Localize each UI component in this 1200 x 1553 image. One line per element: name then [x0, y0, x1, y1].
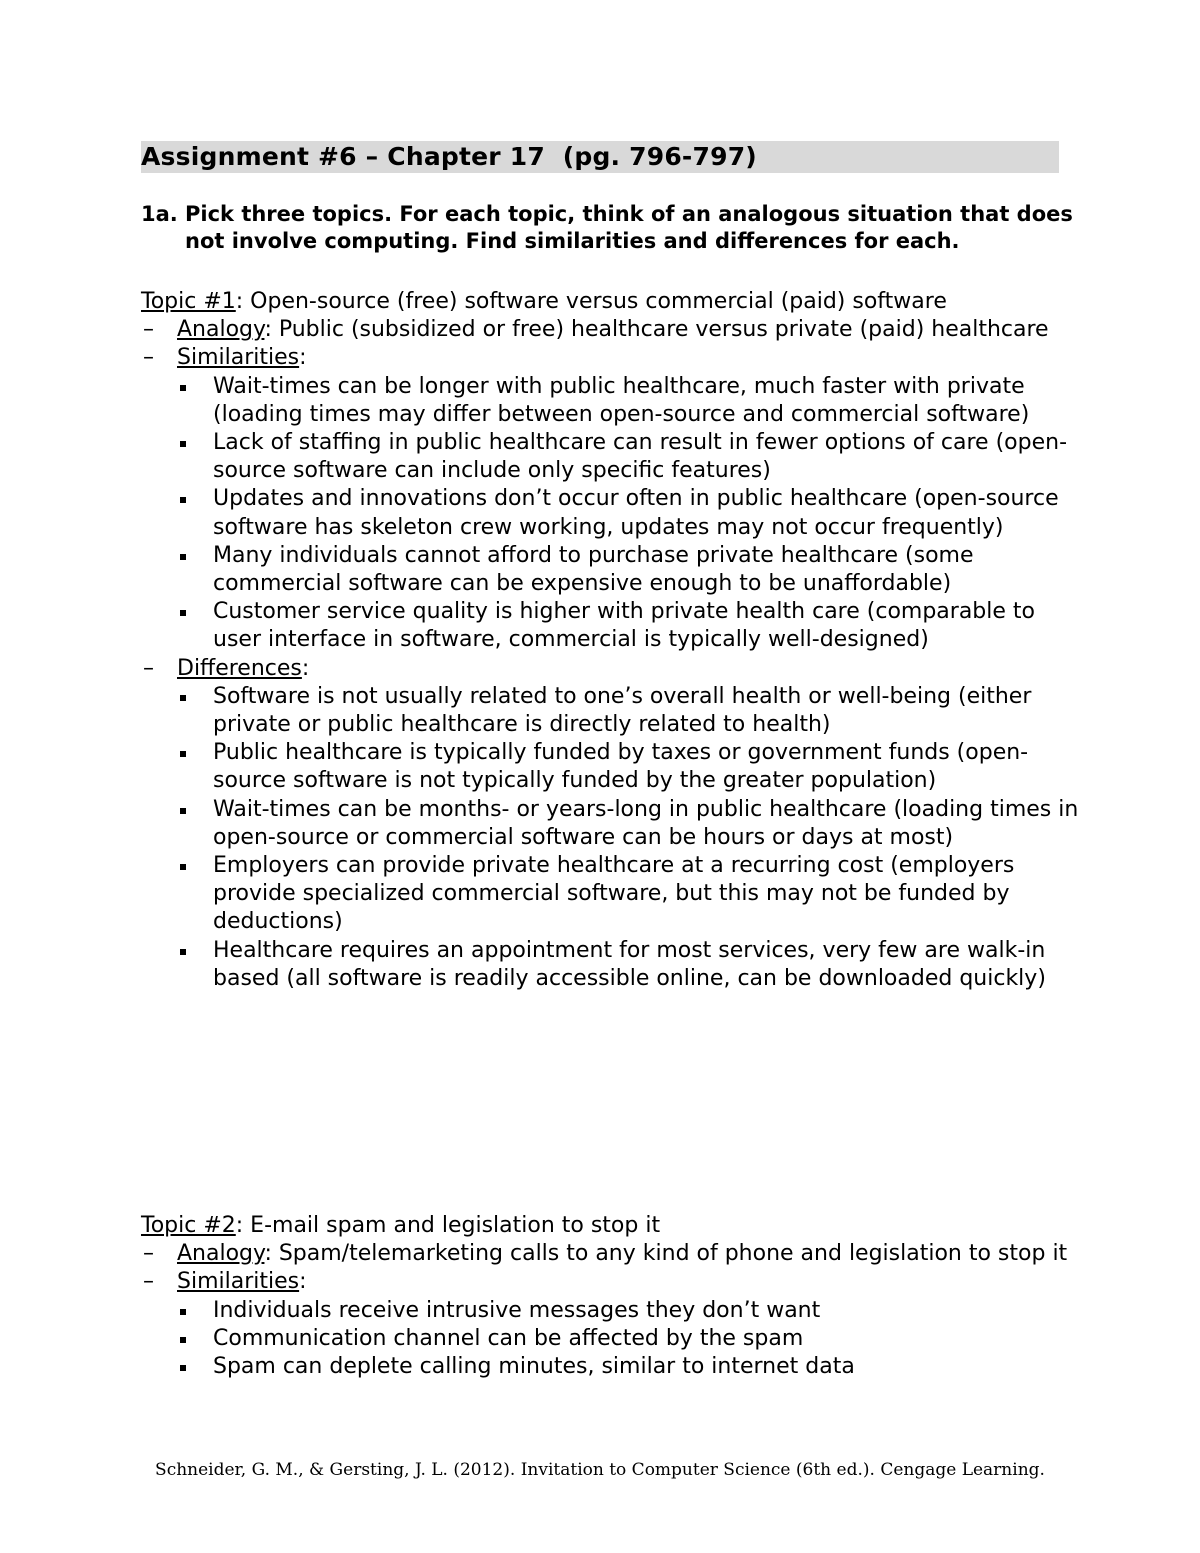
- list-item: Software is not usually related to one’s overall health or well-being (either private or public healthcare is directly related to health): [141, 683, 1081, 739]
- bullet-icon: [180, 1309, 186, 1315]
- bullet-icon: [180, 695, 186, 701]
- analogy-label: Analogy: [177, 1241, 265, 1267]
- similarities-list: [141, 373, 1081, 655]
- list-item: Updates and innovations don’t occur often in public healthcare (open-source software has skeleton crew working, updates may not occur frequently): [141, 485, 1081, 541]
- bullet-icon: [180, 751, 186, 757]
- analogy-text: : Public (subsidized or free) healthcare versus private (paid) healthcare: [264, 317, 1049, 343]
- topic-label: Topic #2: [141, 1213, 236, 1238]
- analogy-item: [141, 1240, 1081, 1268]
- dash-marker: –: [143, 317, 154, 343]
- similarities-list: [141, 1297, 1081, 1382]
- dash-marker: –: [143, 655, 154, 681]
- topic-section: [141, 1212, 1081, 1381]
- list-item: Lack of staffing in public healthcare can result in fewer options of care (open-source software can include only specific features): [141, 429, 1081, 485]
- differences-label: Differences: [177, 655, 302, 681]
- bullet-icon: [180, 864, 186, 870]
- topic-text: : Open-source (free) software versus commercial (paid) software: [235, 289, 947, 314]
- bullet-icon: [180, 385, 186, 391]
- list-item: Wait-times can be months- or years-long in public healthcare (loading times in open-source or commercial software can be hours or days at most): [141, 796, 1081, 852]
- citation-footer: Schneider, G. M., & Gersting, J. L. (2012). Invitation to Computer Science (6th ed.). Cengage Learning.: [155, 1460, 1045, 1480]
- bullet-icon: [180, 497, 186, 503]
- bullet-icon: [180, 554, 186, 560]
- topic-text: : E-mail spam and legislation to stop it: [235, 1213, 661, 1238]
- bullet-icon: [180, 808, 186, 814]
- similarities-label: Similarities: [177, 1269, 300, 1295]
- dash-marker: –: [143, 1269, 154, 1295]
- question-text: Pick three topics. For each topic, think of an analogous situation that does not involve computing. Find similarities and differences for each.: [185, 202, 1073, 253]
- question-prompt: [141, 201, 1081, 259]
- list-item: Individuals receive intrusive messages they don’t want: [141, 1297, 1081, 1325]
- similarities-heading: – Similarities:: [141, 1268, 1081, 1296]
- list-item: Healthcare requires an appointment for most services, very few are walk-in based (all software is readily accessible online, can be downloaded quickly): [141, 937, 1081, 993]
- list-item: Customer service quality is higher with private health care (comparable to user interface in software, commercial is typically well-designed): [141, 598, 1081, 654]
- bullet-icon: [180, 1337, 186, 1343]
- page-title: Assignment #6 – Chapter 17 (pg. 796-797): [141, 142, 757, 171]
- similarities-heading: – Similarities:: [141, 344, 1081, 372]
- bullet-icon: [180, 610, 186, 616]
- bullet-icon: [180, 949, 186, 955]
- list-item: Communication channel can be affected by the spam: [141, 1325, 1081, 1353]
- list-item: Wait-times can be longer with public healthcare, much faster with private (loading times may differ between open-source and commercial software): [141, 373, 1081, 429]
- list-item: Spam can deplete calling minutes, similar to internet data: [141, 1353, 1081, 1381]
- similarities-label: Similarities: [177, 345, 300, 371]
- bullet-icon: [180, 441, 186, 447]
- topic-heading: [141, 288, 1081, 316]
- bullet-icon: [180, 1365, 186, 1371]
- topic-heading: [141, 1212, 1081, 1240]
- analogy-label: Analogy: [177, 317, 265, 343]
- dash-marker: –: [143, 345, 154, 371]
- analogy-item: [141, 316, 1081, 344]
- topic-label: Topic #1: [141, 289, 236, 314]
- topic-section: [141, 288, 1081, 993]
- analogy-text: : Spam/telemarketing calls to any kind of phone and legislation to stop it: [264, 1241, 1068, 1267]
- list-item: Public healthcare is typically funded by taxes or government funds (open-source software is not typically funded by the greater population): [141, 739, 1081, 795]
- list-item: Many individuals cannot afford to purchase private healthcare (some commercial software can be expensive enough to be unaffordable): [141, 542, 1081, 598]
- dash-marker: –: [143, 1241, 154, 1267]
- differences-list: [141, 683, 1081, 993]
- question-number: 1a.: [141, 202, 178, 226]
- list-item: Employers can provide private healthcare at a recurring cost (employers provide specialized commercial software, but this may not be funded by deductions): [141, 852, 1081, 937]
- differences-heading: – Differences:: [141, 655, 1081, 683]
